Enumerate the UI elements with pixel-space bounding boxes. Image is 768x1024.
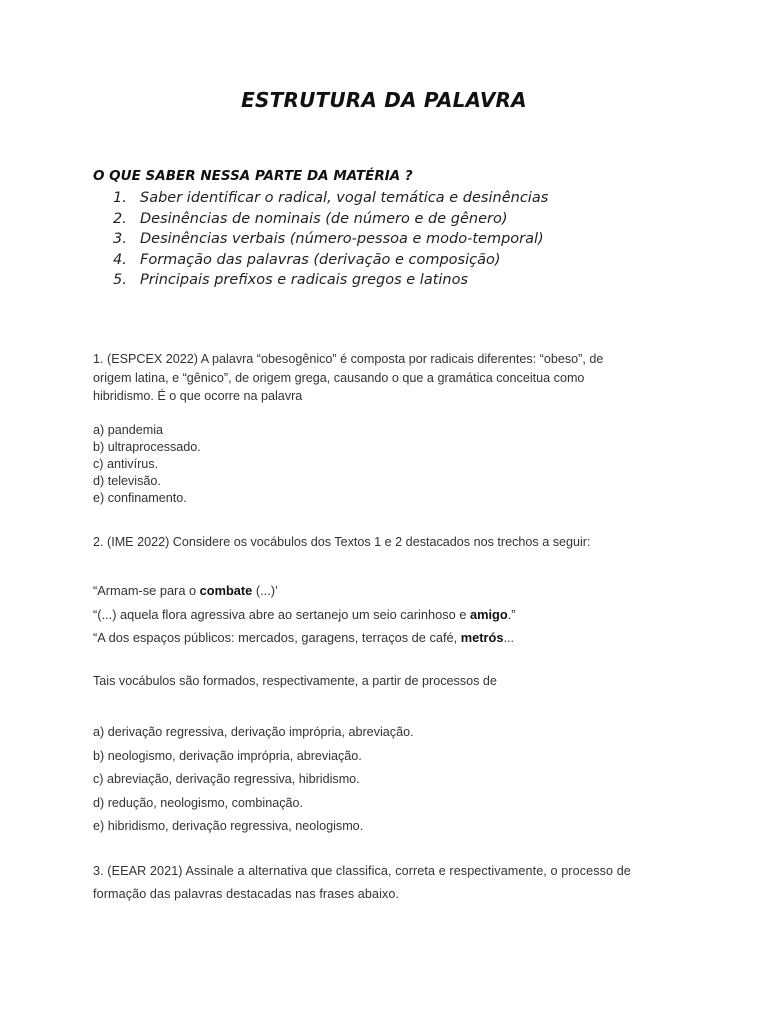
option-c: c) abreviação, derivação regressiva, hibridismo. [93,772,360,786]
option-e: e) confinamento. [93,491,187,505]
question-3-statement: 3. (EEAR 2021) Assinale a alternativa que classifica, correta e respectivamente, o processo de formação das palavras destacadas nas frases abaixo. [93,864,631,901]
question-2-prompt: Tais vocábulos são formados, respectivamente, a partir de processos de [93,674,497,688]
topic-item: 2. Desinências de nominais (de número e de gênero) [113,210,508,227]
quote-line: “A dos espaços públicos: mercados, garagens, terraços de café, metrós... [93,630,515,645]
option-b: b) neologismo, derivação imprópria, abreviação. [93,748,362,763]
topic-item: 3. Desinências verbais (número-pessoa e modo-temporal) [113,231,544,248]
question-2-quotes [93,579,516,650]
question-2-statement: 2. (IME 2022) Considere os vocábulos dos Textos 1 e 2 destacados nos trechos a seguir: [93,535,591,549]
option-b: b) ultraprocessado. [93,440,201,454]
topic-item: 1. Saber identificar o radical, vogal temática e desinências [113,190,549,206]
option-a: a) derivação regressiva, derivação imprópria, abreviação. [93,725,414,739]
option-a: a) pandemia [93,423,164,437]
question-1-options [93,422,201,507]
topics-list [113,188,548,291]
section-heading: O QUE SABER NESSA PARTE DA MATÉRIA ? [93,168,413,184]
question-2-options [93,721,414,839]
question-1-statement: 1. (ESPCEX 2022) A palavra “obesogênico” é composta por radicais diferentes: “obeso”, de origem latina, e “gênico”, de origem grega, causando o que a gramática conceitua como hibridismo. É o que ocorre na palavra [93,352,604,403]
option-c: c) antivírus. [93,457,159,471]
topic-item: 5. Principais prefixos e radicais gregos e latinos [113,272,469,289]
option-d: d) televisão. [93,474,161,488]
option-d: d) redução, neologismo, combinação. [93,795,304,810]
option-e: e) hibridismo, derivação regressiva, neologismo. [93,819,364,833]
quote-line: “Armam-se para o combate (...)’ [93,583,278,598]
quote-line: “(...) aquela flora agressiva abre ao sertanejo um seio carinhoso e amigo.” [93,606,516,622]
topic-item: 4. Formação das palavras (derivação e composição) [113,251,501,268]
page-title: ESTRUTURA DA PALAVRA [241,88,527,112]
